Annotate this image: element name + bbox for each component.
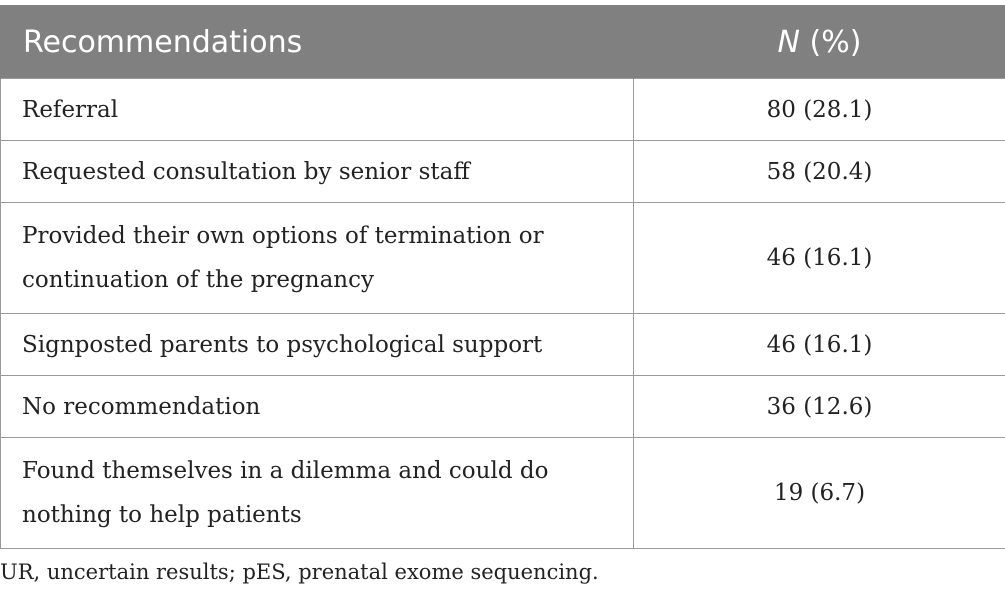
table-row [1, 438, 1005, 549]
row-value: 80 (28.1) [634, 79, 1005, 141]
row-value: 19 (6.7) [634, 438, 1005, 549]
row-label: Referral [1, 79, 634, 141]
row-value: 58 (20.4) [634, 141, 1005, 203]
row-label: No recommendation [1, 376, 634, 438]
table-footnote: UR, uncertain results; pES, prenatal exome sequencing. [0, 560, 599, 584]
table-row [1, 141, 1005, 203]
table-header [1, 6, 1005, 79]
row-value: 46 (16.1) [634, 203, 1005, 314]
header-row [1, 6, 1005, 79]
table-row [1, 203, 1005, 314]
header-recommendations: Recommendations [1, 6, 634, 79]
table-body [1, 79, 1005, 549]
table-row [1, 314, 1005, 376]
header-n-percent [634, 6, 1005, 79]
row-label: Found themselves in a dilemma and could do nothing to help patients [1, 438, 634, 549]
row-label: Provided their own options of termination or continuation of the pregnancy [1, 203, 634, 314]
row-label: Requested consultation by senior staff [1, 141, 634, 203]
header-percent-label: (%) [800, 24, 862, 60]
header-n-symbol: N [777, 24, 800, 60]
table-row [1, 376, 1005, 438]
row-value: 46 (16.1) [634, 314, 1005, 376]
table-row [1, 79, 1005, 141]
row-value: 36 (12.6) [634, 376, 1005, 438]
recommendations-table [0, 5, 1005, 549]
row-label: Signposted parents to psychological support [1, 314, 634, 376]
